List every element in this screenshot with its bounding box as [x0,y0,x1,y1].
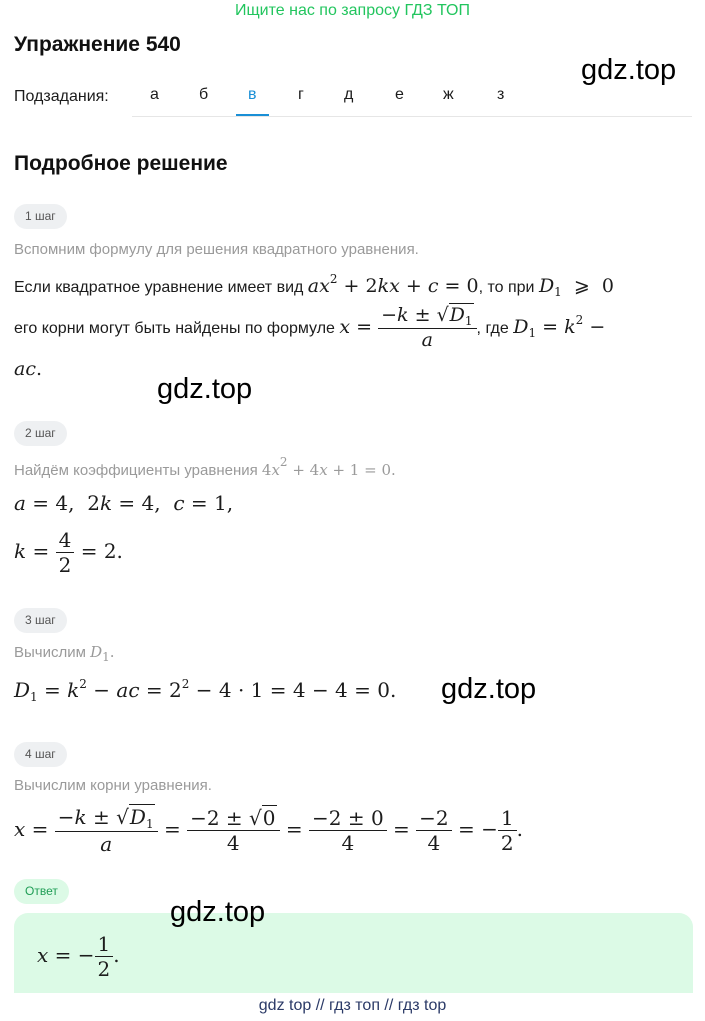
step-2-hint-text: Найдём коэффициенты уравнения [14,462,258,479]
discriminant-condition: $D_1$ ⩾ 0 [538,275,615,299]
tab-v[interactable]: в [248,86,257,115]
tab-b[interactable]: б [199,86,209,103]
tab-g[interactable]: г [298,86,304,103]
step-1-line-1 [14,272,614,299]
step-1-hint: Вспомним формулу для решения квадратного уравнения. [14,241,419,258]
step-2-hint [14,455,396,479]
d1-definition-end: ac. [14,358,43,380]
solution-title: Подробное решение [14,152,228,175]
search-banner: Ищите нас по запросу ГДЗ ТОП [235,2,470,19]
step-1-text-4: , где [476,320,509,338]
coefficients: a = 4, 2k = 4, c = 1, [14,491,234,515]
tab-d[interactable]: д [344,86,354,103]
answer-badge: Ответ [14,879,69,904]
watermark: gdz.top [581,54,677,86]
subtasks-tabs [132,80,692,117]
step-1-text-1: Если квадратное уравнение имеет вид [14,279,304,296]
tab-e[interactable]: е [395,86,404,103]
equation: $4x^2 + 4x + 1 = 0$. [261,455,396,479]
step-1-text-3: его корни могут быть найдены по формуле [14,320,335,338]
k-value: k = $\frac{4}{2}$ = 2. [14,528,123,577]
step-1-badge: 1 шаг [14,204,67,229]
quadratic-form: $ax^2 + 2kx + c = 0$ [307,272,479,297]
step-3-badge: 3 шаг [14,608,67,633]
watermark: gdz.top [170,896,266,928]
watermark: gdz.top [441,673,537,705]
page-title: Упражнение 540 [14,33,181,56]
d1-symbol: $D_1$. [90,643,115,664]
step-1-text-2: , то при [478,279,535,296]
step-3-hint-text: Вычислим [14,644,86,661]
tab-a[interactable]: а [150,86,159,103]
d1-definition: $D_1 = k^2$ − [513,313,606,341]
d1-calculation: $D_1 = k^2$ − ac = $2^2 - 4 \cdot 1 = 4 - 4 = 0$. [14,677,397,704]
roots-calculation: x = $\frac{-k \pm √D_1}{a}$ = $\frac{-2 \pm √0}{4}$ = $\frac{-2 \pm 0}{4}$ = $\frac{-2}{4}$ = − $\frac{1}{2}$ . [14,805,523,857]
step-1-line-2 [14,304,605,352]
step-4-hint: Вычислим корни уравнения. [14,777,212,794]
step-3-hint [14,643,115,664]
step-4-badge: 4 шаг [14,742,67,767]
roots-formula: x = $\frac{-k \pm √D_1}{a}$ [339,316,476,338]
watermark: gdz.top [157,373,253,405]
answer-value: x = − $\frac{1}{2}$ . [37,932,120,981]
tab-z[interactable]: з [497,86,505,103]
tab-zh[interactable]: ж [443,86,454,103]
step-2-badge: 2 шаг [14,421,67,446]
subtasks-label: Подзадания: [14,88,109,105]
footer-links[interactable]: gdz top // гдз топ // гдз top [258,997,447,1014]
